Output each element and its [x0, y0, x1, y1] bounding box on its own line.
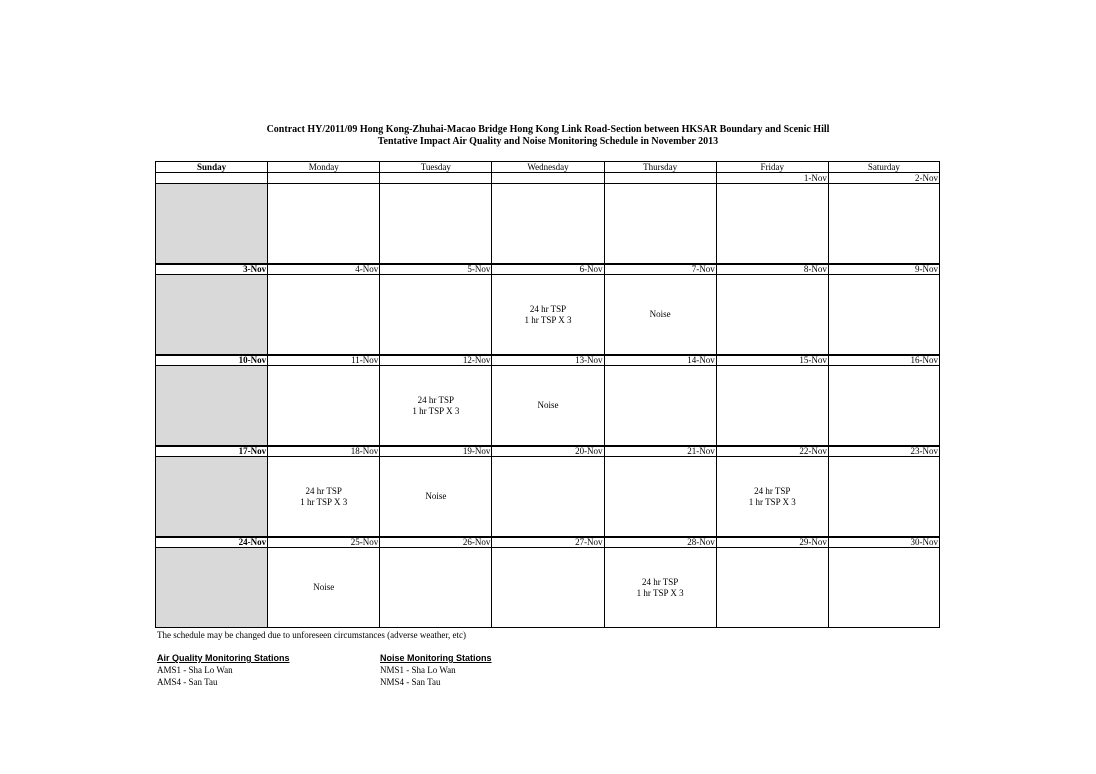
noise-stations: [380, 652, 492, 688]
noise-station-item: NMS1 - Sha Lo Wan: [380, 665, 456, 675]
week-date-row: [155, 172, 940, 183]
day-cell: [267, 365, 379, 445]
date-label: 26-Nov: [379, 536, 491, 547]
weekday-header-sunday: Sunday: [155, 161, 267, 172]
date-label: 12-Nov: [379, 354, 491, 365]
day-cell: [604, 547, 716, 627]
date-label: 1-Nov: [716, 172, 828, 183]
schedule-entry: Noise: [425, 491, 447, 501]
day-cell: [604, 183, 716, 263]
air-station-item: AMS1 - Sha Lo Wan: [157, 665, 233, 675]
day-cell: [155, 183, 267, 263]
day-cell: [828, 456, 940, 536]
noise-stations-heading: Noise Monitoring Stations: [380, 653, 492, 663]
weekday-header-tuesday: Tuesday: [379, 161, 491, 172]
day-cell: [155, 456, 267, 536]
week-body-row: [155, 365, 940, 445]
air-quality-stations: [157, 652, 290, 688]
document-title: [0, 124, 1096, 148]
date-label: 25-Nov: [267, 536, 379, 547]
day-cell: [828, 274, 940, 354]
schedule-entry: Noise: [649, 309, 671, 319]
date-label: 3-Nov: [155, 263, 267, 274]
calendar-weeks: [155, 172, 940, 627]
schedule-entry: 24 hr TSP: [754, 485, 791, 496]
schedule-entry: 24 hr TSP: [529, 303, 567, 314]
date-label: 6-Nov: [491, 263, 603, 274]
date-label: [379, 172, 491, 183]
weekday-header-row: [155, 161, 940, 172]
schedule-entry: 24 hr TSP: [417, 394, 455, 405]
week-body-row: [155, 547, 940, 627]
day-cell: [604, 365, 716, 445]
day-cell: [828, 183, 940, 263]
date-label: [491, 172, 603, 183]
date-label: 11-Nov: [267, 354, 379, 365]
schedule-entry: Noise: [537, 400, 559, 410]
date-label: 13-Nov: [491, 354, 603, 365]
date-label: 23-Nov: [828, 445, 940, 456]
schedule-entry: 1 hr TSP X 3: [412, 405, 460, 416]
date-label: 17-Nov: [155, 445, 267, 456]
date-label: 28-Nov: [604, 536, 716, 547]
schedule-note: The schedule may be changed due to unforeseen circumstances (adverse weather, etc): [157, 630, 466, 640]
schedule-entry: 1 hr TSP X 3: [300, 496, 348, 507]
week-body-row: [155, 456, 940, 536]
date-label: 30-Nov: [828, 536, 940, 547]
day-cell: [491, 547, 603, 627]
day-cell: [828, 365, 940, 445]
day-cell: [604, 274, 716, 354]
noise-station-item: NMS4 - San Tau: [380, 677, 441, 687]
date-label: 19-Nov: [379, 445, 491, 456]
date-label: 8-Nov: [716, 263, 828, 274]
air-quality-stations-heading: Air Quality Monitoring Stations: [157, 653, 290, 663]
schedule-entry: 24 hr TSP: [641, 576, 679, 587]
day-cell: [379, 274, 491, 354]
weekday-header-saturday: Saturday: [828, 161, 940, 172]
date-label: 5-Nov: [379, 263, 491, 274]
date-label: 22-Nov: [716, 445, 828, 456]
date-label: 14-Nov: [604, 354, 716, 365]
week-date-row: [155, 263, 940, 274]
day-cell: [491, 365, 603, 445]
day-cell: [155, 274, 267, 354]
day-cell: [828, 547, 940, 627]
day-cell: [267, 456, 379, 536]
day-cell: [716, 365, 828, 445]
date-label: [155, 172, 267, 183]
week-body-row: [155, 183, 940, 263]
day-cell: [267, 274, 379, 354]
date-label: 29-Nov: [716, 536, 828, 547]
date-label: 2-Nov: [828, 172, 940, 183]
date-label: 21-Nov: [604, 445, 716, 456]
calendar-bottom-border: [155, 627, 940, 628]
day-cell: [716, 547, 828, 627]
schedule-entry: 1 hr TSP X 3: [748, 496, 796, 507]
day-cell: [379, 456, 491, 536]
week-date-row: [155, 445, 940, 456]
day-cell: [379, 183, 491, 263]
weekday-header-thursday: Thursday: [604, 161, 716, 172]
title-line-2: Tentative Impact Air Quality and Noise Monitoring Schedule in November 2013: [377, 136, 719, 147]
date-label: 4-Nov: [267, 263, 379, 274]
schedule-entry: 1 hr TSP X 3: [524, 314, 572, 325]
date-label: 16-Nov: [828, 354, 940, 365]
day-cell: [716, 456, 828, 536]
date-label: 9-Nov: [828, 263, 940, 274]
day-cell: [379, 547, 491, 627]
weekday-header-friday: Friday: [716, 161, 828, 172]
day-cell: [155, 547, 267, 627]
day-cell: [716, 183, 828, 263]
date-label: [604, 172, 716, 183]
schedule-entry: 24 hr TSP: [305, 485, 342, 496]
date-label: 15-Nov: [716, 354, 828, 365]
air-station-item: AMS4 - San Tau: [157, 677, 218, 687]
monitoring-calendar: [155, 161, 940, 628]
week-date-row: [155, 536, 940, 547]
date-label: [267, 172, 379, 183]
weekday-header-monday: Monday: [267, 161, 379, 172]
day-cell: [716, 274, 828, 354]
title-line-1: Contract HY/2011/09 Hong Kong-Zhuhai-Macao Bridge Hong Kong Link Road-Section between HKSAR Boundary and Scenic Hill: [266, 124, 830, 135]
day-cell: [491, 274, 603, 354]
date-label: 20-Nov: [491, 445, 603, 456]
day-cell: [155, 365, 267, 445]
day-cell: [491, 456, 603, 536]
day-cell: [267, 547, 379, 627]
day-cell: [379, 365, 491, 445]
schedule-entry: 1 hr TSP X 3: [636, 587, 684, 598]
week-date-row: [155, 354, 940, 365]
date-label: 24-Nov: [155, 536, 267, 547]
day-cell: [491, 183, 603, 263]
day-cell: [604, 456, 716, 536]
week-body-row: [155, 274, 940, 354]
date-label: 7-Nov: [604, 263, 716, 274]
date-label: 18-Nov: [267, 445, 379, 456]
day-cell: [267, 183, 379, 263]
weekday-header-wednesday: Wednesday: [491, 161, 603, 172]
date-label: 27-Nov: [491, 536, 603, 547]
schedule-entry: Noise: [313, 582, 335, 592]
date-label: 10-Nov: [155, 354, 267, 365]
